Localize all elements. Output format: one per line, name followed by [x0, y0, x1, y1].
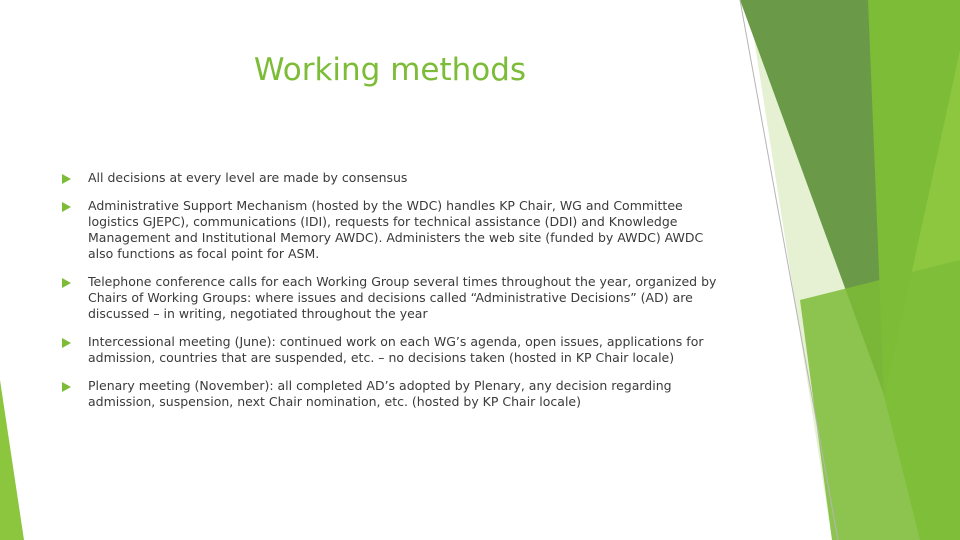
bullet-item-telephone	[62, 274, 727, 321]
bullet-text: Telephone conference calls for each Working Group several times throughout the year, organized by Chairs of Working Groups: where issues and decisions called “Administrative Decisions” (AD) are discussed – in writing, negotiated throughout the year	[88, 274, 717, 321]
bullet-item-consensus	[62, 170, 727, 186]
bullet-text: All decisions at every level are made by consensus	[88, 170, 408, 185]
triangle-bullet-icon	[62, 382, 71, 392]
bottom-green-shape	[800, 260, 960, 540]
bullet-text: Administrative Support Mechanism (hosted by the WDC) handles KP Chair, WG and Committee logistics GJEPC), communications (IDI), requests for technical assistance (DDI) and Knowledge Management and Institutional Memory AWDC). Administers the web site (funded by AWDC) AWDC also functions as focal point for ASM.	[88, 198, 704, 261]
slide-title: Working methods	[253, 52, 527, 88]
bullet-list	[62, 170, 727, 423]
left-green-triangle	[0, 380, 24, 540]
triangle-bullet-icon	[62, 202, 71, 212]
bullet-item-asm	[62, 198, 727, 261]
bullet-item-plenary	[62, 378, 727, 410]
triangle-bullet-icon	[62, 338, 71, 348]
bullet-text: Intercessional meeting (June): continued work on each WG’s agenda, open issues, applications for admission, countries that are suspended, etc. – no decisions taken (hosted in KP Chair locale)	[88, 334, 704, 365]
bullet-item-intercessional	[62, 334, 727, 366]
triangle-bullet-icon	[62, 174, 71, 184]
triangle-bullet-icon	[62, 278, 71, 288]
bullet-text: Plenary meeting (November): all completed AD’s adopted by Plenary, any decision regarding admission, suspension, next Chair nomination, etc. (hosted by KP Chair locale)	[88, 378, 672, 410]
